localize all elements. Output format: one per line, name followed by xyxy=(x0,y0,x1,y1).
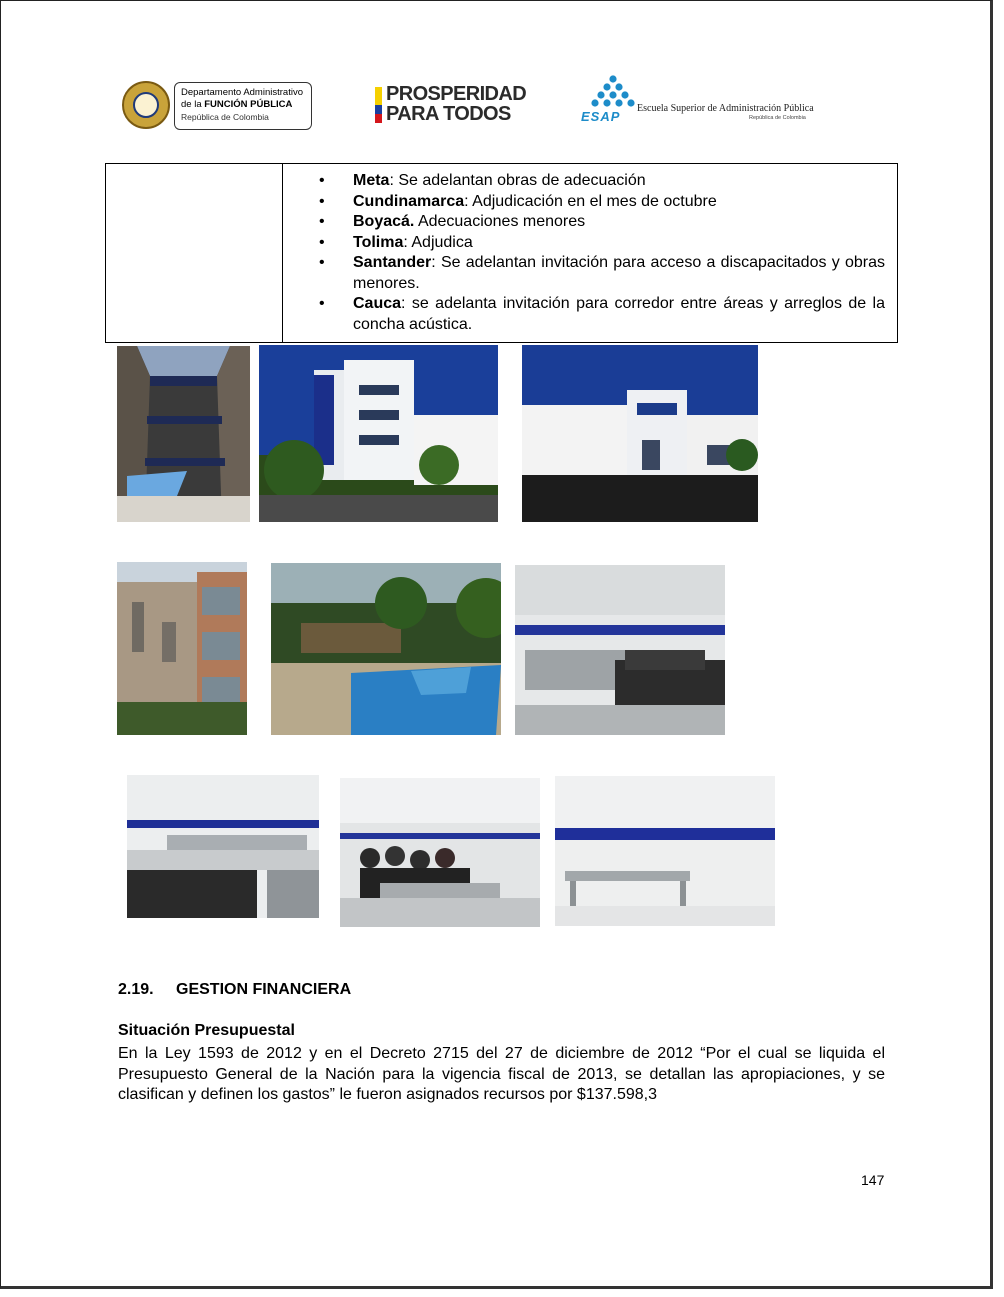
dafp-logo xyxy=(122,79,314,133)
subsection-heading: Situación Presupuestal xyxy=(118,1022,295,1039)
photo-kitchen-steel-table xyxy=(555,776,775,926)
list-item xyxy=(319,253,885,294)
photo-esap-facade xyxy=(522,345,758,522)
region-bullet-list xyxy=(319,171,885,335)
page-number: 147 xyxy=(861,1172,885,1188)
list-item xyxy=(319,192,885,213)
list-item xyxy=(319,212,885,233)
item-text: : se adelanta invitación para corredor entre áreas y arreglos de la concha acústica. xyxy=(353,295,885,333)
body-paragraph: En la Ley 1593 de 2012 y en el Decreto 2715 del 27 de diciembre de 2012 “Por el cual se liquida el Presupuesto General de la Nación para la vigencia fiscal de 2013, se detallan las apropiaciones, y se clasifican y definen los gastos” le fueron asignados recursos por $137.598,3 xyxy=(118,1045,885,1103)
photo-pool-garden xyxy=(271,563,501,735)
item-text: Adecuaciones menores xyxy=(414,213,586,230)
list-item xyxy=(319,294,885,335)
section-heading xyxy=(118,981,351,999)
esap-logo xyxy=(579,75,814,125)
photo-building-blue-white xyxy=(259,345,498,522)
item-region: Cundinamarca xyxy=(353,192,465,210)
photo-atrium-skylight xyxy=(117,346,250,522)
dafp-line2 xyxy=(181,99,311,111)
prosperidad-line1: PROSPERIDAD xyxy=(386,83,527,105)
dafp-logo-box xyxy=(174,82,312,130)
list-item xyxy=(319,233,885,254)
esap-acronym: ESAP xyxy=(581,109,621,124)
list-item xyxy=(319,171,885,192)
item-text: : Se adelantan invitación para acceso a discapacitados y obras menores. xyxy=(353,254,885,292)
section-number: 2.19. xyxy=(118,981,154,998)
esap-name: Escuela Superior de Administración Pública xyxy=(637,103,814,114)
photo-residential-building xyxy=(117,562,247,735)
dafp-line2-bold: FUNCIÓN PÚBLICA xyxy=(204,99,293,110)
prosperidad-line2: PARA TODOS xyxy=(386,103,511,125)
table-column-divider xyxy=(282,164,283,342)
dafp-line1: Departamento Administrativo xyxy=(181,87,303,98)
item-text: : Adjudica xyxy=(403,233,473,251)
colombia-flag-bar-icon xyxy=(375,87,382,123)
prosperidad-logo xyxy=(375,84,527,126)
prosperidad-text xyxy=(386,84,526,124)
progress-table xyxy=(105,163,898,343)
esap-dots-icon xyxy=(591,75,635,109)
dafp-line3: República de Colombia xyxy=(181,112,269,122)
section-title: GESTION FINANCIERA xyxy=(176,981,352,998)
item-text: : Adjudicación en el mes de octubre xyxy=(464,192,717,210)
dafp-line2-prefix: de la xyxy=(181,99,205,110)
photo-dining-hall xyxy=(340,778,540,927)
esap-sub: República de Colombia xyxy=(749,115,806,121)
photo-kitchen-counters xyxy=(127,775,319,918)
item-region: Santander xyxy=(353,254,432,271)
item-text: : Se adelantan obras de adecuación xyxy=(389,172,646,189)
item-region: Tolima xyxy=(353,233,404,251)
item-region: Meta xyxy=(353,172,390,189)
item-region: Cauca xyxy=(353,295,402,312)
photo-kitchen-stoves xyxy=(515,565,725,735)
item-region: Boyacá. xyxy=(353,213,415,230)
colombia-coat-of-arms-icon xyxy=(122,81,170,129)
